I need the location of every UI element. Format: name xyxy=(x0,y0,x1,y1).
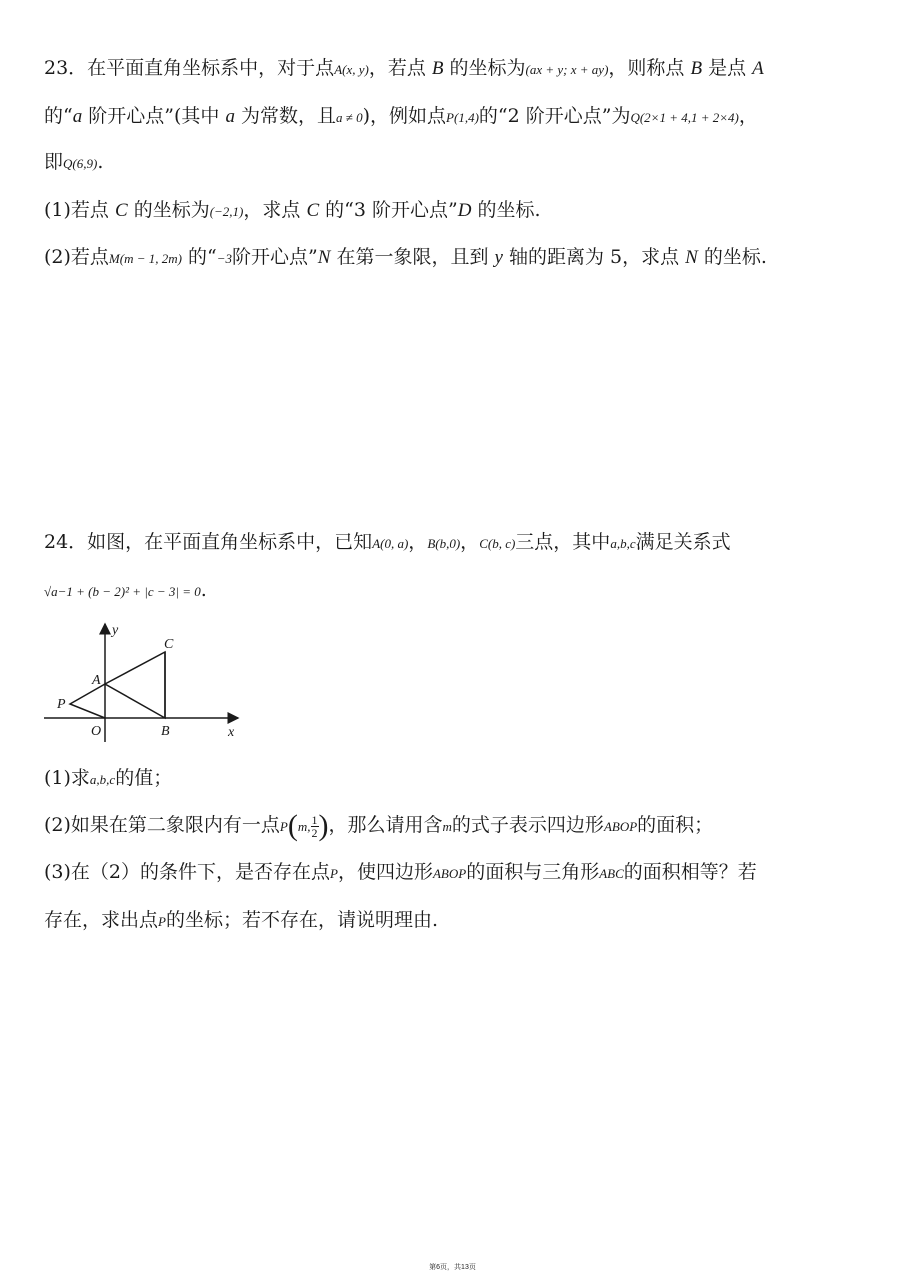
point-c: C(b, c) xyxy=(479,536,516,551)
q23-part-1 xyxy=(44,198,541,224)
equation: √a−1 + (b − 2)² + |c − 3| = 0 xyxy=(44,584,201,599)
point-p: P(1,4) xyxy=(446,110,479,125)
point-b: B xyxy=(690,58,703,79)
text: 三点，其中 xyxy=(515,531,611,553)
text: (1)求 xyxy=(44,767,90,789)
point-n: N xyxy=(685,247,698,268)
q23-part-2 xyxy=(44,245,767,271)
text: 的坐标. xyxy=(697,246,767,268)
text: (2)如果在第二象限内有一点 xyxy=(44,814,280,836)
text: 的值； xyxy=(115,767,173,789)
text: ，若点 xyxy=(368,57,432,79)
point-d: D xyxy=(457,200,472,221)
triangle: ABC xyxy=(599,866,624,881)
text: ，则称点 xyxy=(608,57,691,79)
var-y: y xyxy=(494,247,503,268)
point-p: P xyxy=(158,914,166,929)
text: 阶开心点” xyxy=(232,246,318,268)
text: (3)在（2）的条件下，是否存在点 xyxy=(44,861,331,883)
text: 的“3 阶开心点” xyxy=(319,199,458,221)
point-c: C xyxy=(306,200,320,221)
label-p: P xyxy=(57,697,66,712)
point-b: B(b,0) xyxy=(427,536,461,551)
label-b: B xyxy=(161,724,170,739)
paren-right: ) xyxy=(318,809,329,842)
text: . xyxy=(97,151,104,173)
q24-part-1 xyxy=(44,766,172,792)
page-footer: 第6页，共13页 xyxy=(429,1264,476,1271)
text: 23．在平面直角坐标系中，对于点 xyxy=(44,57,335,79)
text: 在第一象限，且到 xyxy=(330,246,495,268)
text: ， xyxy=(408,531,428,553)
q24-part-3 xyxy=(44,860,757,886)
text: 满足关系式 xyxy=(635,531,731,553)
q23-line-1 xyxy=(44,56,764,82)
text: 的坐标；若不存在，请说明理由. xyxy=(165,909,439,931)
point-c: C xyxy=(114,200,128,221)
point-a: A xyxy=(752,58,764,79)
text: 是点 xyxy=(702,57,753,79)
text: ， xyxy=(738,105,758,127)
order: −3 xyxy=(216,251,233,266)
text: 的“ xyxy=(44,105,73,127)
text: 存在，求出点 xyxy=(44,909,159,931)
point-a: A(0, a) xyxy=(372,536,409,551)
label-a: A xyxy=(92,673,101,688)
text: 阶开心点”(其中 xyxy=(82,105,226,127)
denominator: 2 xyxy=(311,825,318,840)
text: 的坐标. xyxy=(471,199,541,221)
quadrilateral: ABOP xyxy=(603,819,638,834)
point-m: M(m − 1, 2m) xyxy=(108,251,182,266)
text: 轴的距离为 5，求点 xyxy=(502,246,686,268)
q24-equation xyxy=(44,578,207,604)
text: (2)若点 xyxy=(44,246,109,268)
text: 的“ xyxy=(181,246,217,268)
text: 的式子表示四边形 xyxy=(451,814,604,836)
q24-part-2 xyxy=(44,809,713,843)
var-a: a xyxy=(225,106,235,127)
text: 的“2 阶开心点”为 xyxy=(478,105,631,127)
text: . xyxy=(200,579,207,601)
text: 24．如图，在平面直角坐标系中，已知 xyxy=(44,531,373,553)
q24-line-1 xyxy=(44,530,731,556)
numerator: 1 xyxy=(311,812,318,827)
q23-line-2 xyxy=(44,104,758,130)
q24-part-3-cont xyxy=(44,908,438,934)
text: 即 xyxy=(44,151,64,173)
paren-left: ( xyxy=(287,809,298,842)
text: ， xyxy=(460,531,480,553)
coordinate-figure xyxy=(40,618,250,743)
quadrilateral: ABOP xyxy=(432,866,467,881)
label-y: y xyxy=(112,623,119,638)
variables: a,b,c xyxy=(610,536,636,551)
point-p: P xyxy=(330,866,338,881)
coordinate: (−2,1) xyxy=(209,204,244,219)
text: 的面积； xyxy=(637,814,714,836)
variables: a,b,c xyxy=(89,772,116,787)
text: 的坐标为 xyxy=(443,57,526,79)
triangle-abc xyxy=(105,652,165,718)
segment-apo xyxy=(70,684,105,718)
point-b: B xyxy=(431,58,444,79)
point-a: A(x, y) xyxy=(334,62,369,77)
q23-line-3 xyxy=(44,150,103,176)
text: 的坐标为 xyxy=(127,199,210,221)
point-p: P xyxy=(279,819,288,834)
formula: (ax + y; x + ay) xyxy=(525,62,609,77)
condition: a ≠ 0 xyxy=(335,110,363,125)
text: (1)若点 xyxy=(44,199,115,221)
label-o: O xyxy=(91,724,102,739)
var-a: a xyxy=(72,106,83,127)
fraction-half xyxy=(311,814,319,839)
var-m: m, xyxy=(297,819,311,834)
text: ，那么请用含 xyxy=(328,814,443,836)
text: ，使四边形 xyxy=(337,861,433,883)
label-c: C xyxy=(164,637,174,652)
text: 的面积相等？若 xyxy=(623,861,757,883)
text: ，求点 xyxy=(243,199,307,221)
text: )，例如点 xyxy=(362,105,447,127)
point-q: Q(6,9) xyxy=(63,156,98,171)
var-m: m xyxy=(442,819,452,834)
point-q: Q(2×1 + 4,1 + 2×4) xyxy=(630,110,739,125)
point-n: N xyxy=(317,247,331,268)
text: 为常数，且 xyxy=(234,105,336,127)
text: 的面积与三角形 xyxy=(466,861,600,883)
label-x: x xyxy=(228,725,235,740)
